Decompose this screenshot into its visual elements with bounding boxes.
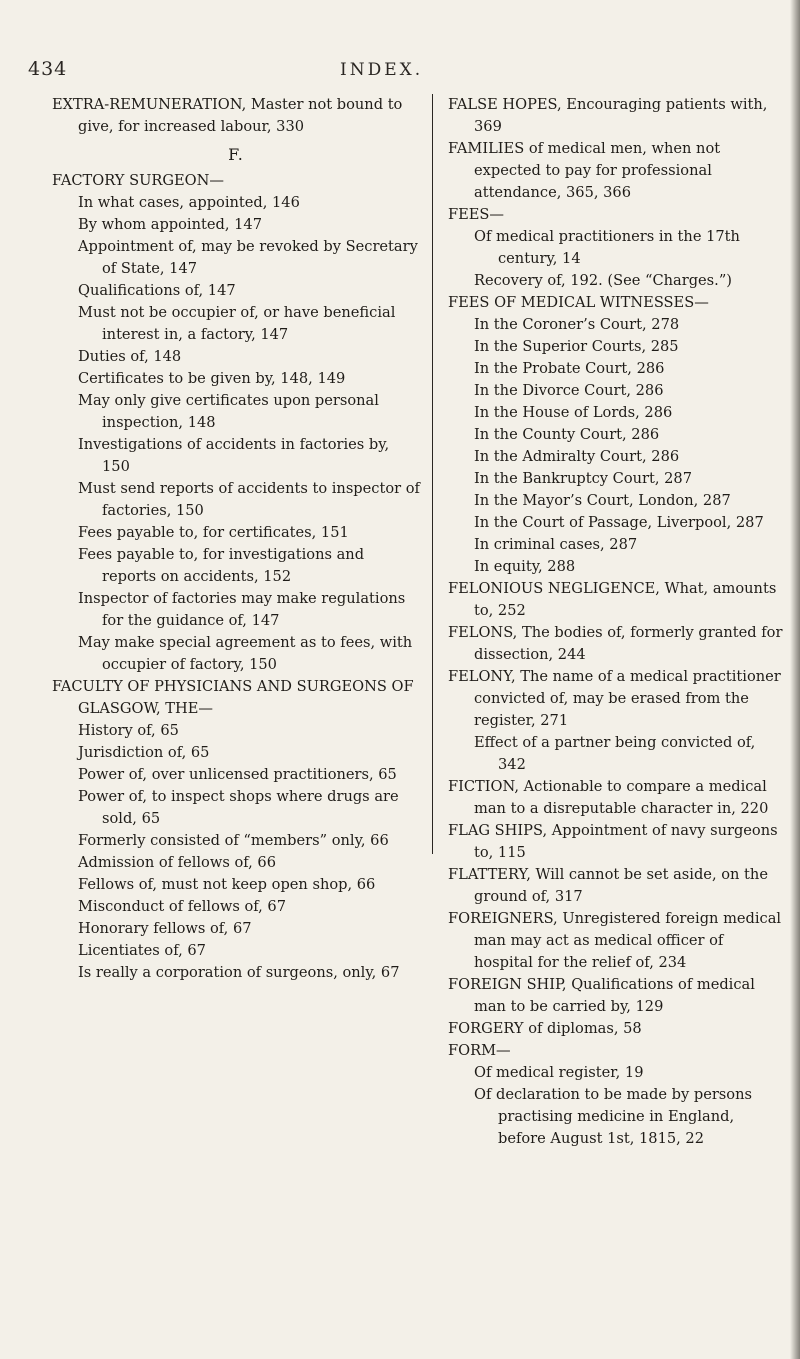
index-entry (448, 908, 786, 974)
index-subentry (52, 302, 420, 346)
entry-text: FOREIGN SHIP, Qualifications of medical man to be carried by, 129 (448, 976, 755, 1015)
index-entry (448, 578, 786, 622)
entry-text: In the Mayor’s Court, London, 287 (474, 492, 731, 509)
entry-text: Misconduct of fellows of, 67 (78, 898, 286, 915)
index-subentry (448, 270, 786, 292)
page-edge-shadow (790, 0, 800, 1359)
entry-text: Honorary fellows of, 67 (78, 920, 252, 937)
entry-text: FORGERY of diplomas, 58 (448, 1020, 642, 1037)
entry-text: Inspector of factories may make regulations for the guidance of, 147 (78, 590, 406, 629)
entry-text: FACTORY SURGEON— (52, 172, 224, 189)
index-subentry (52, 940, 420, 962)
entry-text: FELONS, The bodies of, formerly granted for dissection, 244 (448, 624, 783, 663)
entry-text: Effect of a partner being convicted of, 342 (474, 734, 756, 773)
index-subentry (448, 556, 786, 578)
entry-text: In the Court of Passage, Liverpool, 287 (474, 514, 764, 531)
index-subentry (448, 468, 786, 490)
entry-text: Jurisdiction of, 65 (78, 744, 210, 761)
index-entry (448, 776, 786, 820)
entry-text: FAMILIES of medical men, when not expected to pay for professional attendance, 365, 366 (448, 140, 721, 201)
entry-text: Fees payable to, for investigations and reports on accidents, 152 (78, 546, 365, 585)
entry-text: FICTION, Actionable to compare a medical man to a disreputable character in, 220 (448, 778, 769, 817)
index-subentry (448, 380, 786, 402)
column-divider (432, 94, 433, 854)
index-entry (448, 820, 786, 864)
entry-text: Appointment of, may be revoked by Secretary of State, 147 (78, 238, 418, 277)
index-entry (448, 1040, 786, 1062)
index-entry (448, 666, 786, 732)
index-subentry (448, 534, 786, 556)
index-subentry (52, 830, 420, 852)
index-subentry (52, 742, 420, 764)
entry-text: FALSE HOPES, Encouraging patients with, 369 (448, 96, 768, 135)
index-subentry (52, 962, 420, 984)
entry-text: FLAG SHIPS, Appointment of navy surgeons to, 115 (448, 822, 778, 861)
index-subentry (52, 368, 420, 390)
entry-text: Must not be occupier of, or have beneficial interest in, a factory, 147 (78, 304, 396, 343)
index-subentry (52, 852, 420, 874)
index-subentry (52, 918, 420, 940)
entry-text: Power of, to inspect shops where drugs are sold, 65 (78, 788, 399, 827)
index-subentry (52, 874, 420, 896)
index-subentry (448, 490, 786, 512)
entry-text: FEES OF MEDICAL WITNESSES— (448, 294, 709, 311)
page-title: INDEX. (340, 60, 424, 80)
entry-text: Investigations of accidents in factories by, 150 (78, 436, 390, 475)
index-subentry (52, 786, 420, 830)
entry-text: In the Divorce Court, 286 (474, 382, 664, 399)
entry-text: FELONY, The name of a medical practitioner convicted of, may be erased from the register, 271 (448, 668, 781, 729)
index-subentry (52, 346, 420, 368)
index-subentry (448, 1084, 786, 1150)
index-subentry (448, 358, 786, 380)
index-subentry (448, 732, 786, 776)
entry-text: Must send reports of accidents to inspector of factories, 150 (78, 480, 420, 519)
index-subentry (52, 544, 420, 588)
entry-text: Fellows of, must not keep open shop, 66 (78, 876, 376, 893)
index-subentry (52, 214, 420, 236)
entry-text: FLATTERY, Will cannot be set aside, on the ground of, 317 (448, 866, 768, 905)
index-entry (448, 292, 786, 314)
entry-text: In the Probate Court, 286 (474, 360, 665, 377)
entry-text: In the Coroner’s Court, 278 (474, 316, 680, 333)
index-subentry (52, 588, 420, 632)
right-index-column (448, 94, 786, 1150)
index-subentry (52, 390, 420, 434)
left-index-column (52, 94, 420, 984)
index-entry (52, 676, 420, 720)
entry-text: In equity, 288 (474, 558, 576, 575)
entry-text: Licentiates of, 67 (78, 942, 206, 959)
entry-text: History of, 65 (78, 722, 179, 739)
entry-text: FACULTY OF PHYSICIANS AND SURGEONS OF GLASGOW, THE— (52, 678, 414, 717)
index-subentry (448, 314, 786, 336)
entry-text: Formerly consisted of “members” only, 66 (78, 832, 389, 849)
entry-text: Admission of fellows of, 66 (78, 854, 276, 871)
index-subentry (448, 424, 786, 446)
entry-text: EXTRA-REMUNERATION, Master not bound to give, for increased labour, 330 (52, 96, 403, 135)
index-entry (52, 94, 420, 138)
index-subentry (52, 478, 420, 522)
index-subentry (448, 226, 786, 270)
index-entry (52, 170, 420, 192)
index-entry (448, 138, 786, 204)
index-subentry (52, 522, 420, 544)
index-subentry (448, 512, 786, 534)
section-letter: F. (228, 145, 244, 164)
entry-text: Of medical register, 19 (474, 1064, 644, 1081)
index-entry (448, 622, 786, 666)
entry-text: In the House of Lords, 286 (474, 404, 673, 421)
index-subentry (52, 192, 420, 214)
entry-text: In the Bankruptcy Court, 287 (474, 470, 692, 487)
entry-text: In the County Court, 286 (474, 426, 660, 443)
entry-text: Of medical practitioners in the 17th century, 14 (474, 228, 740, 267)
entry-text: In the Admiralty Court, 286 (474, 448, 680, 465)
entry-text: FEES— (448, 206, 505, 223)
page-number: 434 (28, 58, 68, 80)
entry-text: FELONIOUS NEGLIGENCE, What, amounts to, 252 (448, 580, 777, 619)
index-subentry (52, 720, 420, 742)
entry-text: May only give certificates upon personal inspection, 148 (78, 392, 379, 431)
entry-text: Is really a corporation of surgeons, only, 67 (78, 964, 400, 981)
entry-text: Of declaration to be made by persons practising medicine in England, before August 1st, 1815, 22 (474, 1086, 752, 1147)
entry-text: Fees payable to, for certificates, 151 (78, 524, 349, 541)
index-entry (448, 204, 786, 226)
index-subentry (52, 764, 420, 786)
index-subentry (52, 632, 420, 676)
index-entry (448, 1018, 786, 1040)
entry-text: May make special agreement as to fees, with occupier of factory, 150 (78, 634, 413, 673)
index-subentry (448, 1062, 786, 1084)
index-entry (448, 864, 786, 908)
entry-text: By whom appointed, 147 (78, 216, 262, 233)
entry-text: Certificates to be given by, 148, 149 (78, 370, 346, 387)
index-subentry (52, 280, 420, 302)
entry-text: In what cases, appointed, 146 (78, 194, 300, 211)
index-entry (448, 94, 786, 138)
entry-text: Qualifications of, 147 (78, 282, 236, 299)
index-subentry (448, 402, 786, 424)
index-subentry (52, 434, 420, 478)
index-subentry (52, 896, 420, 918)
entry-text: FOREIGNERS, Unregistered foreign medical man may act as medical officer of hospital for the relief of, 234 (448, 910, 782, 971)
entry-text: FORM— (448, 1042, 511, 1059)
entry-text: Power of, over unlicensed practitioners, 65 (78, 766, 397, 783)
index-subentry (52, 236, 420, 280)
entry-text: Duties of, 148 (78, 348, 182, 365)
entry-text: Recovery of, 192. (See “Charges.”) (474, 272, 732, 289)
index-entry (448, 974, 786, 1018)
index-subentry (448, 336, 786, 358)
entry-text: In the Superior Courts, 285 (474, 338, 679, 355)
entry-text: In criminal cases, 287 (474, 536, 638, 553)
index-subentry (448, 446, 786, 468)
